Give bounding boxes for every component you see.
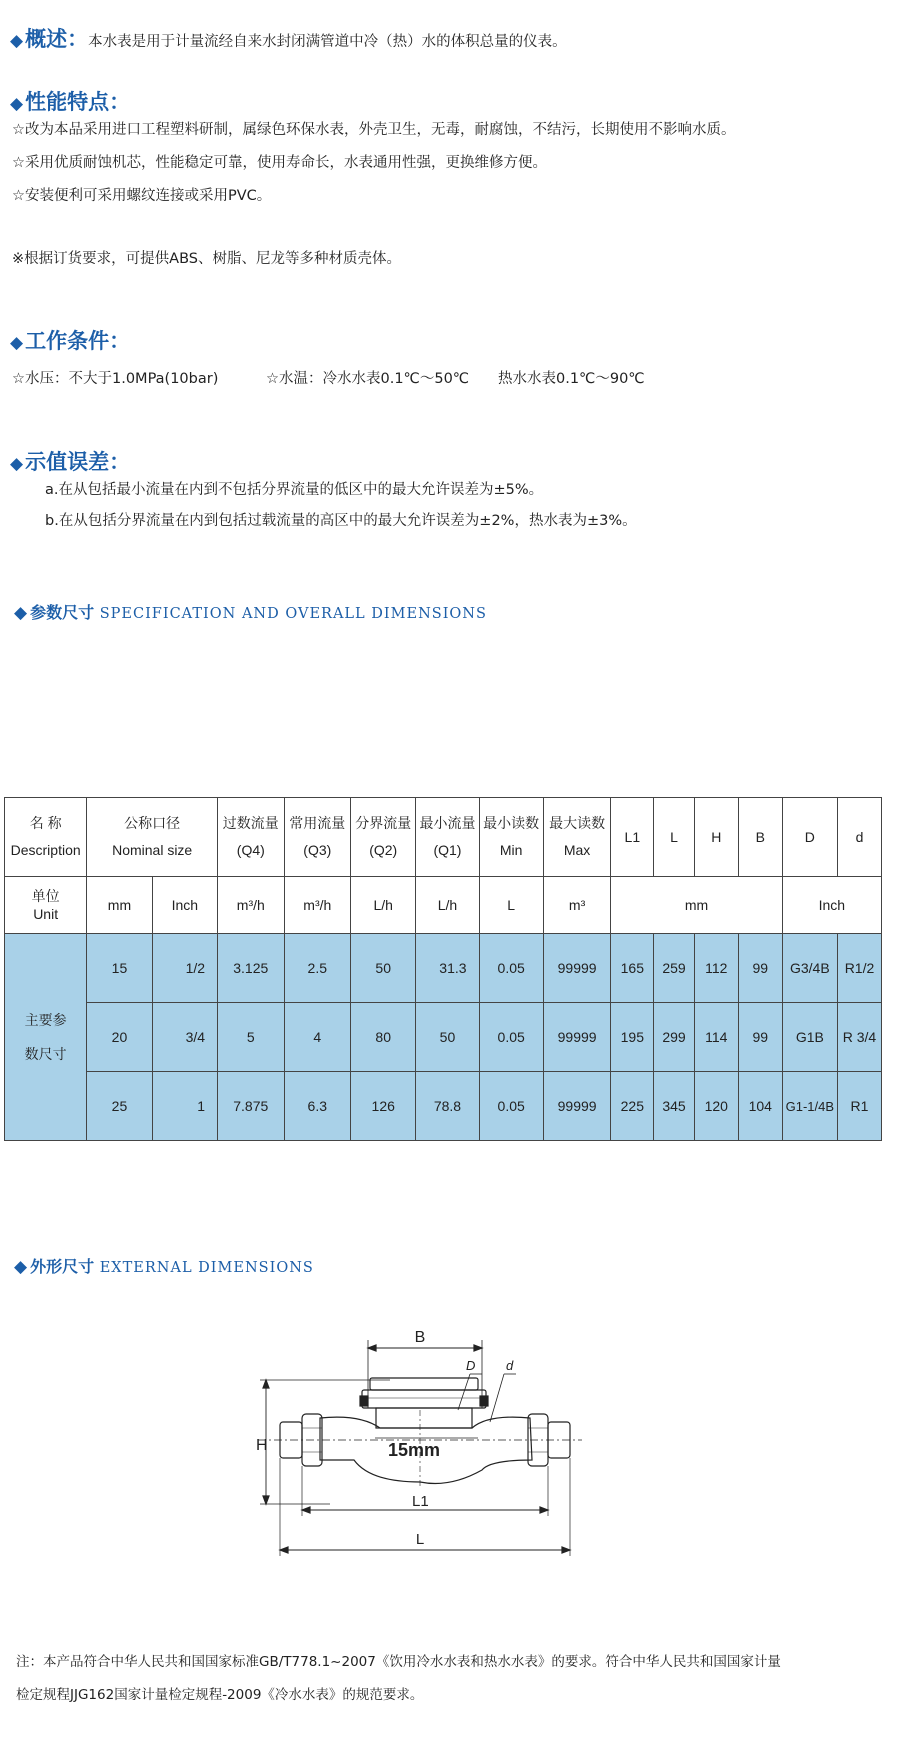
cell-min: 0.05	[479, 934, 543, 1003]
overview-title: 概述：	[25, 27, 89, 51]
spec-table	[4, 797, 882, 1141]
unit-max: m³	[543, 877, 611, 934]
cell-q1: 31.3	[416, 934, 479, 1003]
external-heading-en: EXTERNAL DIMENSIONS	[99, 1260, 314, 1276]
cell-q3: 6.3	[284, 1072, 351, 1141]
label-D: D	[466, 1358, 476, 1373]
header-L: L	[654, 798, 695, 877]
overview-text: 本水表是用于计量流经自来水封闭满管道中冷（热）水的体积总量的仪表。	[88, 34, 567, 50]
cell-B: 104	[738, 1072, 782, 1141]
features-title: 性能特点：	[25, 90, 131, 114]
header-q2: 分界流量 (Q2)	[351, 798, 416, 877]
temp-cold-text: ☆水温：冷水水表0.1℃～50℃	[266, 371, 470, 387]
unit-q4: m³/h	[218, 877, 285, 934]
features-note: ※根据订货要求，可提供ABS、树脂、尼龙等多种材质壳体。	[12, 251, 401, 267]
label-d: d	[506, 1358, 514, 1373]
cell-q3: 4	[284, 1003, 351, 1072]
meter-register	[360, 1378, 488, 1428]
unit-min: L	[479, 877, 543, 934]
spec-heading-cn: 参数尺寸	[30, 603, 95, 622]
header-name: 名 称 Description	[5, 798, 87, 877]
unit-dims: mm	[611, 877, 782, 934]
cell-L1: 225	[611, 1072, 654, 1141]
cell-D: G3/4B	[782, 934, 837, 1003]
unit-q1: L/h	[416, 877, 479, 934]
table-row	[5, 1072, 882, 1141]
nameplate-text: 15mm	[388, 1440, 441, 1460]
feature-item: ☆改为本品采用进口工程塑料研制，属绿色环保水表，外壳卫生，无毒，耐腐蚀，不结污，长期使用不影响水质。	[12, 122, 736, 138]
header-q4: 过数流量 (Q4)	[218, 798, 285, 877]
header-q3: 常用流量 (Q3)	[284, 798, 351, 877]
footer-note-line2: 检定规程JJG162国家计量检定规程-2009《冷水水表》的规范要求。	[16, 1687, 424, 1703]
cell-L: 299	[654, 1003, 695, 1072]
cell-H: 114	[694, 1003, 738, 1072]
unit-label: 单位 Unit	[5, 877, 87, 934]
cell-d: R1	[837, 1072, 881, 1141]
water-meter-drawing	[250, 1310, 590, 1560]
table-row	[5, 1003, 882, 1072]
cell-inch: 1	[152, 1072, 217, 1141]
label-L1: L1	[412, 1493, 429, 1510]
header-min: 最小读数 Min	[479, 798, 543, 877]
cell-mm: 20	[87, 1003, 152, 1072]
cell-max: 99999	[543, 1003, 611, 1072]
cell-q2: 50	[351, 934, 416, 1003]
pressure-text: ☆水压：不大于1.0MPa(10bar)	[12, 371, 219, 387]
cell-L: 259	[654, 934, 695, 1003]
cell-L: 345	[654, 1072, 695, 1141]
cell-mm: 15	[87, 934, 152, 1003]
cell-H: 112	[694, 934, 738, 1003]
header-max: 最大读数 Max	[543, 798, 611, 877]
cell-q3: 2.5	[284, 934, 351, 1003]
dimension-L1	[302, 1466, 548, 1516]
cell-q1: 50	[416, 1003, 479, 1072]
header-q1: 最小流量 (Q1)	[416, 798, 479, 877]
diamond-bullet-icon: ◆	[14, 603, 29, 623]
error-heading	[10, 446, 130, 476]
meter-body	[320, 1417, 532, 1483]
cell-B: 99	[738, 934, 782, 1003]
cell-q2: 80	[351, 1003, 416, 1072]
spec-heading	[14, 600, 487, 623]
header-B: B	[738, 798, 782, 877]
cell-q1: 78.8	[416, 1072, 479, 1141]
table-row	[5, 934, 882, 1003]
header-D: D	[782, 798, 837, 877]
cell-q2: 126	[351, 1072, 416, 1141]
feature-item: ☆安装便利可采用螺纹连接或采用PVC。	[12, 188, 272, 204]
feature-item: ☆采用优质耐蚀机芯，性能稳定可靠，使用寿命长，水表通用性强，更换维修方便。	[12, 155, 547, 171]
diamond-bullet-icon: ◆	[10, 333, 24, 353]
cell-H: 120	[694, 1072, 738, 1141]
cell-mm: 25	[87, 1072, 152, 1141]
footer-note-line1: 注：本产品符合中华人民共和国国家标准GB/T778.1~2007《饮用冷水水表和热水水表》的要求。符合中华人民共和国国家计量	[16, 1654, 781, 1670]
conditions-heading	[10, 325, 130, 355]
label-H: H	[256, 1437, 268, 1454]
cell-L1: 195	[611, 1003, 654, 1072]
label-L: L	[415, 1531, 425, 1548]
cell-d: R 3/4	[837, 1003, 881, 1072]
error-title: 示值误差：	[25, 450, 131, 474]
diamond-bullet-icon: ◆	[10, 94, 24, 114]
unit-threads: Inch	[782, 877, 881, 934]
cell-L1: 165	[611, 934, 654, 1003]
dimension-B	[368, 1329, 482, 1408]
unit-mm: mm	[87, 877, 152, 934]
label-B: B	[414, 1329, 426, 1346]
temp-hot-text: 热水水表0.1℃～90℃	[498, 371, 645, 387]
header-nominal: 公称口径 Nominal size	[87, 798, 218, 877]
diamond-bullet-icon: ◆	[14, 1257, 29, 1277]
header-H: H	[694, 798, 738, 877]
overview-section	[10, 23, 567, 53]
error-a-text: a.在从包括最小流量在内到不包括分界流量的低区中的最大允许误差为±5%。	[45, 482, 544, 498]
cell-d: R1/2	[837, 934, 881, 1003]
error-b-text: b.在从包括分界流量在内到包括过载流量的高区中的最大允许误差为±2%，热水表为±3%。	[45, 513, 637, 529]
spec-heading-en: SPECIFICATION AND OVERALL DIMENSIONS	[99, 606, 487, 622]
cell-min: 0.05	[479, 1003, 543, 1072]
external-heading	[14, 1254, 314, 1277]
diamond-bullet-icon: ◆	[10, 454, 24, 474]
table-unit-row	[5, 877, 882, 934]
cell-D: G1B	[782, 1003, 837, 1072]
cell-min: 0.05	[479, 1072, 543, 1141]
unit-inch: Inch	[152, 877, 217, 934]
unit-q3: m³/h	[284, 877, 351, 934]
dimension-H	[256, 1380, 390, 1504]
conditions-title: 工作条件：	[25, 329, 131, 353]
cell-max: 99999	[543, 1072, 611, 1141]
cell-inch: 1/2	[152, 934, 217, 1003]
cell-q4: 3.125	[218, 934, 285, 1003]
unit-q2: L/h	[351, 877, 416, 934]
cell-inch: 3/4	[152, 1003, 217, 1072]
external-heading-cn: 外形尺寸	[30, 1257, 95, 1276]
cell-B: 99	[738, 1003, 782, 1072]
features-heading	[10, 86, 130, 116]
cell-q4: 7.875	[218, 1072, 285, 1141]
main-params-label: 主要参 数尺寸	[5, 934, 87, 1141]
header-d: d	[837, 798, 881, 877]
cell-q4: 5	[218, 1003, 285, 1072]
table-header-row	[5, 798, 882, 877]
header-L1: L1	[611, 798, 654, 877]
cell-D: G1-1/4B	[782, 1072, 837, 1141]
diamond-bullet-icon: ◆	[10, 31, 24, 51]
cell-max: 99999	[543, 934, 611, 1003]
